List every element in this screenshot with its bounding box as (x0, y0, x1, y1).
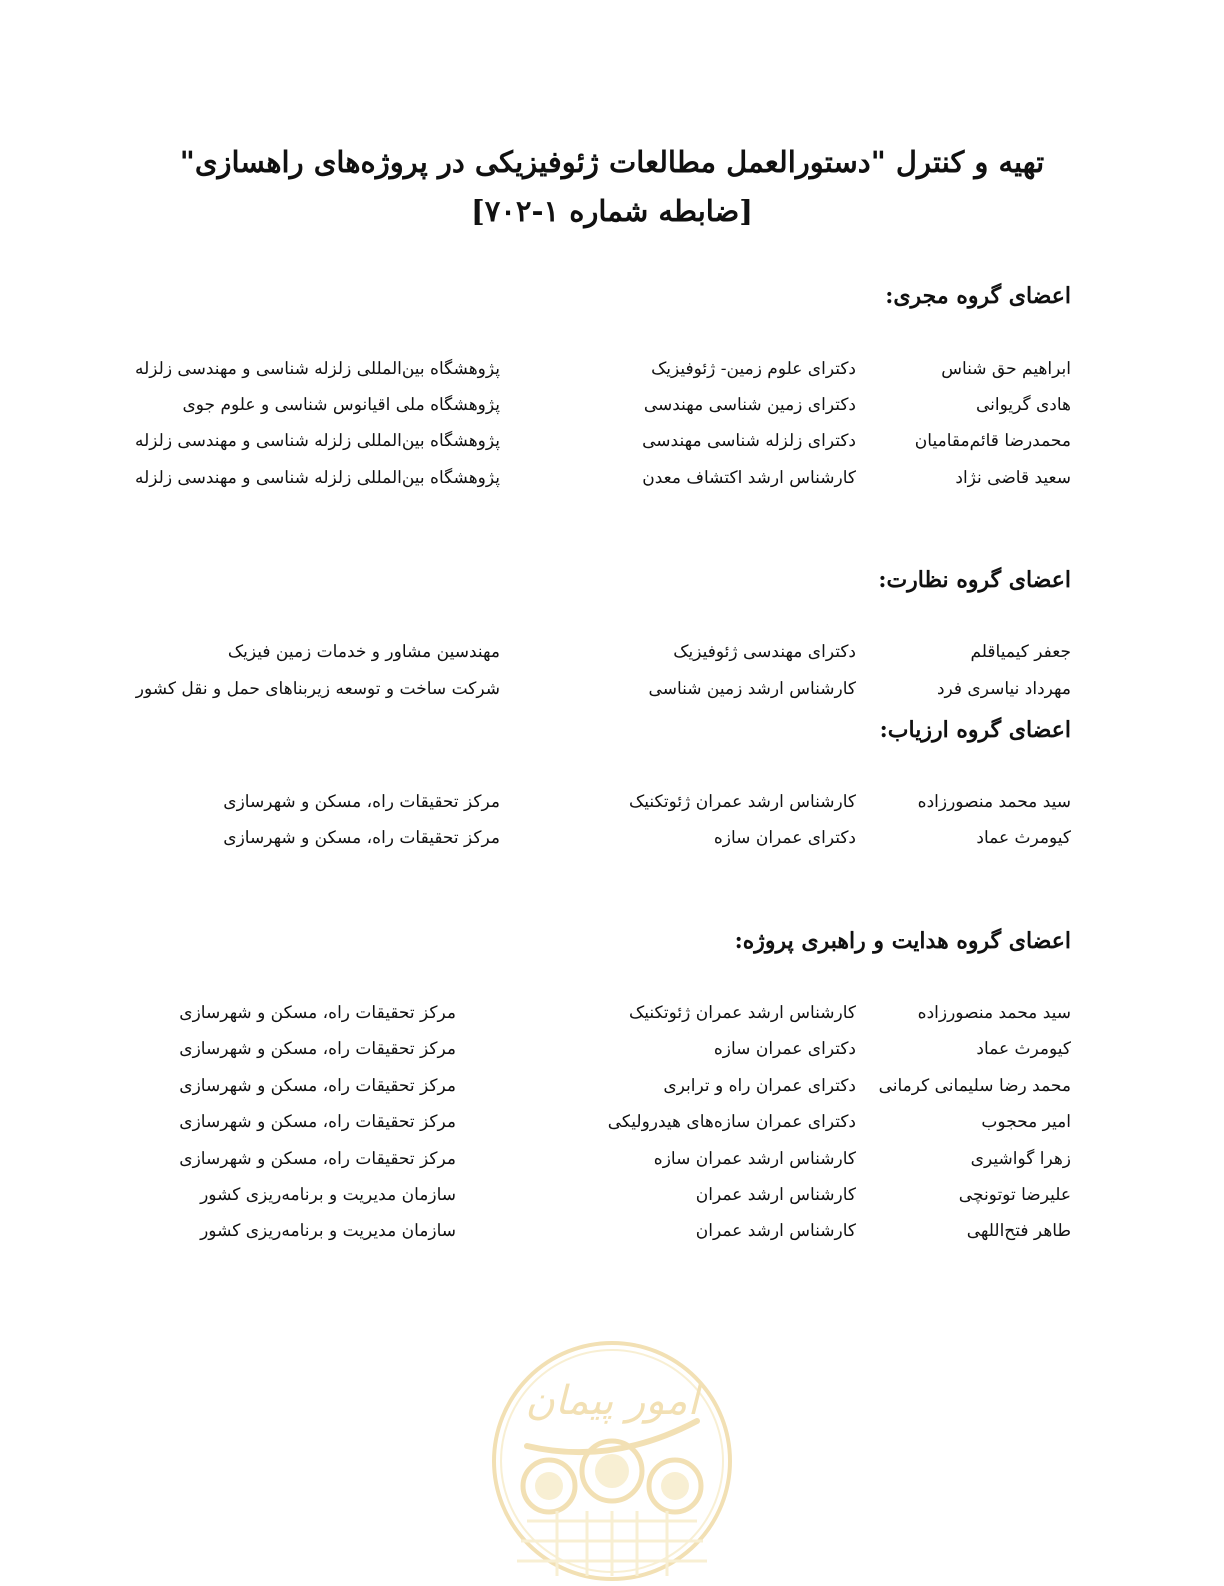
steering-group-heading: اعضای گروه هدایت و راهبری پروژه: (734, 928, 1071, 954)
member-organization: پژوهشگاه بین‌المللی زلزله شناسی و مهندسی زلزله (134, 468, 500, 488)
member-name: علیرضا توتونچی (958, 1185, 1071, 1205)
member-row (0, 1181, 1224, 1209)
member-organization: مرکز تحقیقات راه، مسکن و شهرسازی (179, 1149, 456, 1169)
member-degree: کارشناس ارشد زمین شناسی (648, 679, 856, 699)
member-row (0, 675, 1224, 703)
member-name: سید محمد منصورزاده (917, 1003, 1071, 1023)
member-degree: کارشناس ارشد اکتشاف معدن (642, 468, 856, 488)
member-row (0, 427, 1224, 455)
member-name: کیومرث عماد (976, 1039, 1071, 1059)
member-degree: دکترای عمران راه و ترابری (663, 1076, 856, 1096)
member-organization: مرکز تحقیقات راه، مسکن و شهرسازی (179, 1039, 456, 1059)
member-degree: کارشناس ارشد عمران ژئوتکنیک (629, 792, 856, 812)
member-degree: کارشناس ارشد عمران سازه (653, 1149, 856, 1169)
member-organization: پژوهشگاه ملی اقیانوس شناسی و علوم جوی (182, 395, 500, 415)
member-organization: مهندسین مشاور و خدمات زمین فیزیک (227, 642, 500, 662)
member-degree: دکترای علوم زمین- ژئوفیزیک (651, 359, 856, 379)
member-row (0, 464, 1224, 492)
member-name: ابراهیم حق شناس (941, 359, 1071, 379)
member-row (0, 355, 1224, 383)
member-name: زهرا گواشیری (970, 1149, 1071, 1169)
member-name: هادی گریوانی (975, 395, 1071, 415)
regulation-number: [ضابطه شماره ۱-۷۰۲] (471, 194, 753, 228)
member-row (0, 999, 1224, 1027)
member-row (0, 1217, 1224, 1245)
member-degree: دکترای عمران سازه (713, 828, 856, 848)
logo-text: امور پیمان (525, 1378, 699, 1424)
member-degree: کارشناس ارشد عمران (695, 1185, 856, 1205)
member-organization: مرکز تحقیقات راه، مسکن و شهرسازی (179, 1112, 456, 1132)
member-organization: شرکت ساخت و توسعه زیربناهای حمل و نقل کشور (135, 679, 500, 699)
member-row (0, 1072, 1224, 1100)
member-degree: دکترای زلزله شناسی مهندسی (642, 431, 856, 451)
document-title: تهیه و کنترل "دستورالعمل مطالعات ژئوفیزیکی در پروژه‌های راهسازی" (179, 145, 1045, 179)
member-degree: کارشناس ارشد عمران (695, 1221, 856, 1241)
watermark-logo (487, 1336, 737, 1586)
member-name: محمد رضا سلیمانی کرمانی (878, 1076, 1071, 1096)
member-row (0, 1108, 1224, 1136)
member-name: طاهر فتح‌اللهی (966, 1221, 1071, 1241)
member-name: سعید قاضی نژاد (955, 468, 1071, 488)
member-row (0, 788, 1224, 816)
member-name: جعفر کیمیاقلم (970, 642, 1071, 662)
member-degree: دکترای عمران سازه (713, 1039, 856, 1059)
member-degree: دکترای زمین شناسی مهندسی (643, 395, 856, 415)
member-name: امیر محجوب (981, 1112, 1071, 1132)
member-organization: مرکز تحقیقات راه، مسکن و شهرسازی (179, 1003, 456, 1023)
member-degree: کارشناس ارشد عمران ژئوتکنیک (629, 1003, 856, 1023)
member-organization: مرکز تحقیقات راه، مسکن و شهرسازی (179, 1076, 456, 1096)
member-organization: سازمان مدیریت و برنامه‌ریزی کشور (200, 1185, 456, 1205)
member-row (0, 1145, 1224, 1173)
member-name: کیومرث عماد (976, 828, 1071, 848)
member-organization: پژوهشگاه بین‌المللی زلزله شناسی و مهندسی زلزله (134, 431, 500, 451)
member-organization: مرکز تحقیقات راه، مسکن و شهرسازی (223, 828, 500, 848)
member-row (0, 1035, 1224, 1063)
member-row (0, 638, 1224, 666)
executive-group-heading: اعضای گروه مجری: (885, 283, 1071, 309)
evaluation-group-heading: اعضای گروه ارزیاب: (879, 717, 1071, 743)
member-degree: دکترای عمران سازه‌های هیدرولیکی (607, 1112, 856, 1132)
member-name: سید محمد منصورزاده (917, 792, 1071, 812)
member-row (0, 391, 1224, 419)
member-degree: دکترای مهندسی ژئوفیزیک (673, 642, 856, 662)
member-organization: سازمان مدیریت و برنامه‌ریزی کشور (200, 1221, 456, 1241)
member-name: مهرداد نیاسری فرد (936, 679, 1071, 699)
member-name: محمدرضا قائم‌مقامیان (914, 431, 1071, 451)
member-row (0, 824, 1224, 852)
member-organization: مرکز تحقیقات راه، مسکن و شهرسازی (223, 792, 500, 812)
supervision-group-heading: اعضای گروه نظارت: (878, 567, 1071, 593)
member-organization: پژوهشگاه بین‌المللی زلزله شناسی و مهندسی زلزله (134, 359, 500, 379)
